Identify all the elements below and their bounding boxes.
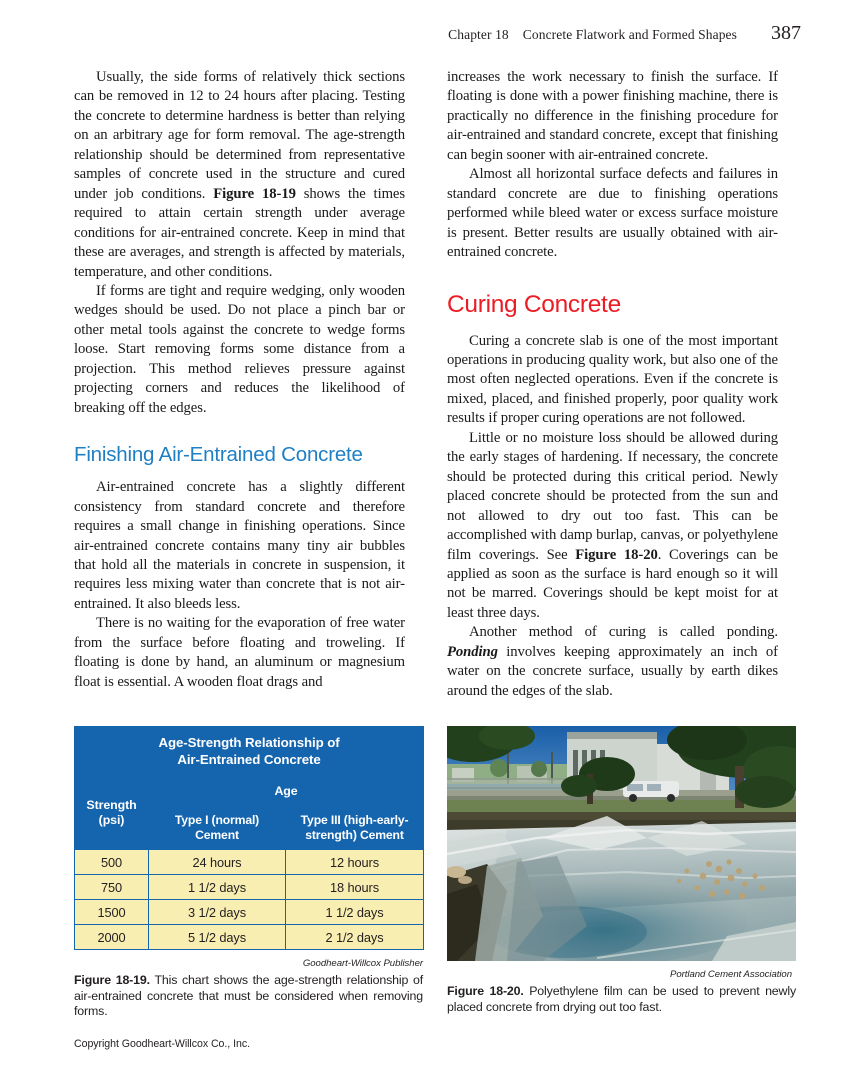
column-header-type-3-line1: Type III (high-early- bbox=[300, 813, 409, 827]
table-header-row-1 bbox=[75, 778, 424, 807]
paragraph-surface-defects: Almost all horizontal surface defects and failures in standard concrete are due to finishing operations performed while bleed water or excess surface moisture is present. Better results are usually obtained with air-entrained concrete. bbox=[447, 166, 778, 261]
column-header-age: Age bbox=[149, 778, 424, 807]
paragraph-tail: . Coverings can be applied as soon as the surface is hard enough so it will not be marred. Coverings should be kept moist for at least three days. bbox=[447, 546, 778, 621]
paragraph-moisture-loss bbox=[447, 429, 778, 624]
key-term-ponding: Ponding bbox=[447, 643, 498, 660]
table-row bbox=[75, 875, 424, 900]
table-title-line1: Age-Strength Relationship of bbox=[158, 735, 340, 750]
column-header-strength-line1: Strength bbox=[86, 798, 137, 812]
construction-site-photo-illustration bbox=[447, 726, 796, 961]
table-row bbox=[75, 925, 424, 950]
figure-18-20-photo bbox=[447, 726, 796, 961]
table-row bbox=[75, 850, 424, 875]
left-column bbox=[74, 68, 405, 698]
cell-type3: 12 hours bbox=[286, 850, 424, 875]
figure-18-20-credit: Portland Cement Association bbox=[669, 969, 792, 980]
cell-type1: 24 hours bbox=[149, 850, 286, 875]
column-header-strength-line2: (psi) bbox=[98, 813, 125, 827]
figure-18-20-caption bbox=[447, 984, 796, 1015]
paragraph-text: Another method of curing is called ponding. bbox=[469, 624, 778, 641]
cell-type3: 1 1/2 days bbox=[286, 900, 424, 925]
paragraph-wedging: If forms are tight and require wedging, only wooden wedges should be used. Do not place a pinch bar or other metal tools against the concrete to wedge forms loose. Start removing forms some distance from a projection. This method relieves pressure against projecting corners and reduces the likelihood of breaking off the edges. bbox=[74, 282, 405, 416]
section-heading-finishing: Finishing Air-Entrained Concrete bbox=[74, 443, 363, 467]
cell-type1: 1 1/2 days bbox=[149, 875, 286, 900]
cell-type1: 3 1/2 days bbox=[149, 900, 286, 925]
figure-18-19-credit: Goodheart-Willcox Publisher bbox=[302, 958, 423, 969]
paragraph-power-finishing: increases the work necessary to finish the surface. If floating is done with a power finishing machine, there is practically no difference in the finishing procedure for air-entrained and standard concrete, except that finishing can begin sooner with air-entrained concrete. bbox=[447, 69, 778, 163]
column-header-type-1 bbox=[149, 807, 286, 850]
figure-zone bbox=[74, 726, 796, 1020]
paragraph-ponding bbox=[447, 623, 778, 701]
paragraph-curing-importance: Curing a concrete slab is one of the most important operations in producing quality work, but also one of the most often neglected operations. Even if the concrete is mixed, placed, and finished properly, poor quality work results if proper curing operations are not followed. bbox=[447, 332, 778, 427]
right-column bbox=[447, 68, 778, 698]
paragraph-tail: shows the times required to attain certain strength under average conditions for air-entrained concrete. Keep in mind that these are averages, and strength is affected by materials, temperature, and other conditions. bbox=[74, 185, 405, 280]
figure-18-20-caption-block bbox=[447, 969, 796, 1015]
table-title-line2: Air-Entrained Concrete bbox=[177, 751, 321, 767]
cell-strength: 500 bbox=[75, 850, 149, 875]
table-title-row bbox=[75, 727, 424, 778]
figure-18-20 bbox=[447, 726, 796, 1020]
age-strength-table bbox=[74, 726, 424, 950]
figure-18-20-label: Figure 18-20. bbox=[447, 984, 524, 998]
footer-copyright: Copyright Goodheart-Willcox Co., Inc. bbox=[74, 1038, 250, 1050]
section-heading-curing-concrete: Curing Concrete bbox=[447, 290, 621, 318]
table-title bbox=[75, 727, 424, 778]
paragraph-air-entrained-consistency: Air-entrained concrete has a slightly different consistency from standard concrete and therefore requires a small change in finishing operations. Since air-entrained concrete contains many tiny air bubbles that hold all the materials in concrete in suspension, it requires less mixing water than concrete that is not air-entrained. It also bleeds less. bbox=[74, 479, 405, 612]
figure-reference-18-19: Figure 18-19 bbox=[213, 185, 296, 202]
figure-18-19-caption-block bbox=[74, 958, 423, 1020]
table-row bbox=[75, 900, 424, 925]
column-header-type-1-line2: Cement bbox=[195, 827, 239, 842]
paragraph-tail: involves keeping approximately an inch of water on the concrete surface, usually by earth dikes around the edges of the slab. bbox=[447, 643, 778, 699]
running-head-chapter: Chapter 18 bbox=[448, 27, 509, 42]
paragraph-form-removal bbox=[74, 68, 405, 282]
page-number: 387 bbox=[771, 22, 801, 44]
figure-18-19-label: Figure 18-19. bbox=[74, 973, 150, 987]
column-header-type-3 bbox=[286, 807, 424, 850]
figure-18-19 bbox=[74, 726, 423, 1020]
figure-18-19-caption bbox=[74, 973, 423, 1020]
body-columns bbox=[74, 68, 778, 698]
column-header-type-3-line2: strength) Cement bbox=[305, 827, 404, 842]
column-header-strength bbox=[75, 778, 149, 850]
cell-type3: 18 hours bbox=[286, 875, 424, 900]
figure-reference-18-20: Figure 18-20 bbox=[575, 546, 658, 563]
paragraph-floating: There is no waiting for the evaporation of free water from the surface before floating and troweling. If floating is done by hand, an aluminum or magnesium float is essential. A wooden float drags and bbox=[74, 615, 405, 690]
column-header-type-1-line1: Type I (normal) bbox=[174, 813, 260, 827]
paragraph-text: Usually, the side forms of relatively thick sections can be removed in 12 to 24 hours after placing. Testing the concrete to determine hardness is better than relying on an arbitrary age for form removal. The age-strength relationship should be determined from representative samples of concrete used in the structure and cured under job conditions. bbox=[74, 69, 405, 202]
cell-strength: 1500 bbox=[75, 900, 149, 925]
figure-18-19-caption-text: This chart shows the age-strength relationship of air-entrained concrete that must be considered when removing forms. bbox=[74, 973, 423, 1019]
running-head bbox=[0, 22, 849, 45]
cell-type1: 5 1/2 days bbox=[149, 925, 286, 950]
paragraph-text: Little or no moisture loss should be allowed during the early stages of hardening. If necessary, the concrete should be protected during this critical period. Newly placed concrete should be protected from the sun and not allowed to dry out too fast. This can be accomplished with damp burlap, canvas, or polyethylene film coverings. See bbox=[447, 429, 778, 563]
running-head-title: Concrete Flatwork and Formed Shapes bbox=[522, 27, 737, 42]
cell-strength: 2000 bbox=[75, 925, 149, 950]
figure-18-20-caption-text: Polyethylene film can be used to prevent newly placed concrete from drying out too fast. bbox=[447, 984, 796, 1014]
cell-strength: 750 bbox=[75, 875, 149, 900]
cell-type3: 2 1/2 days bbox=[286, 925, 424, 950]
